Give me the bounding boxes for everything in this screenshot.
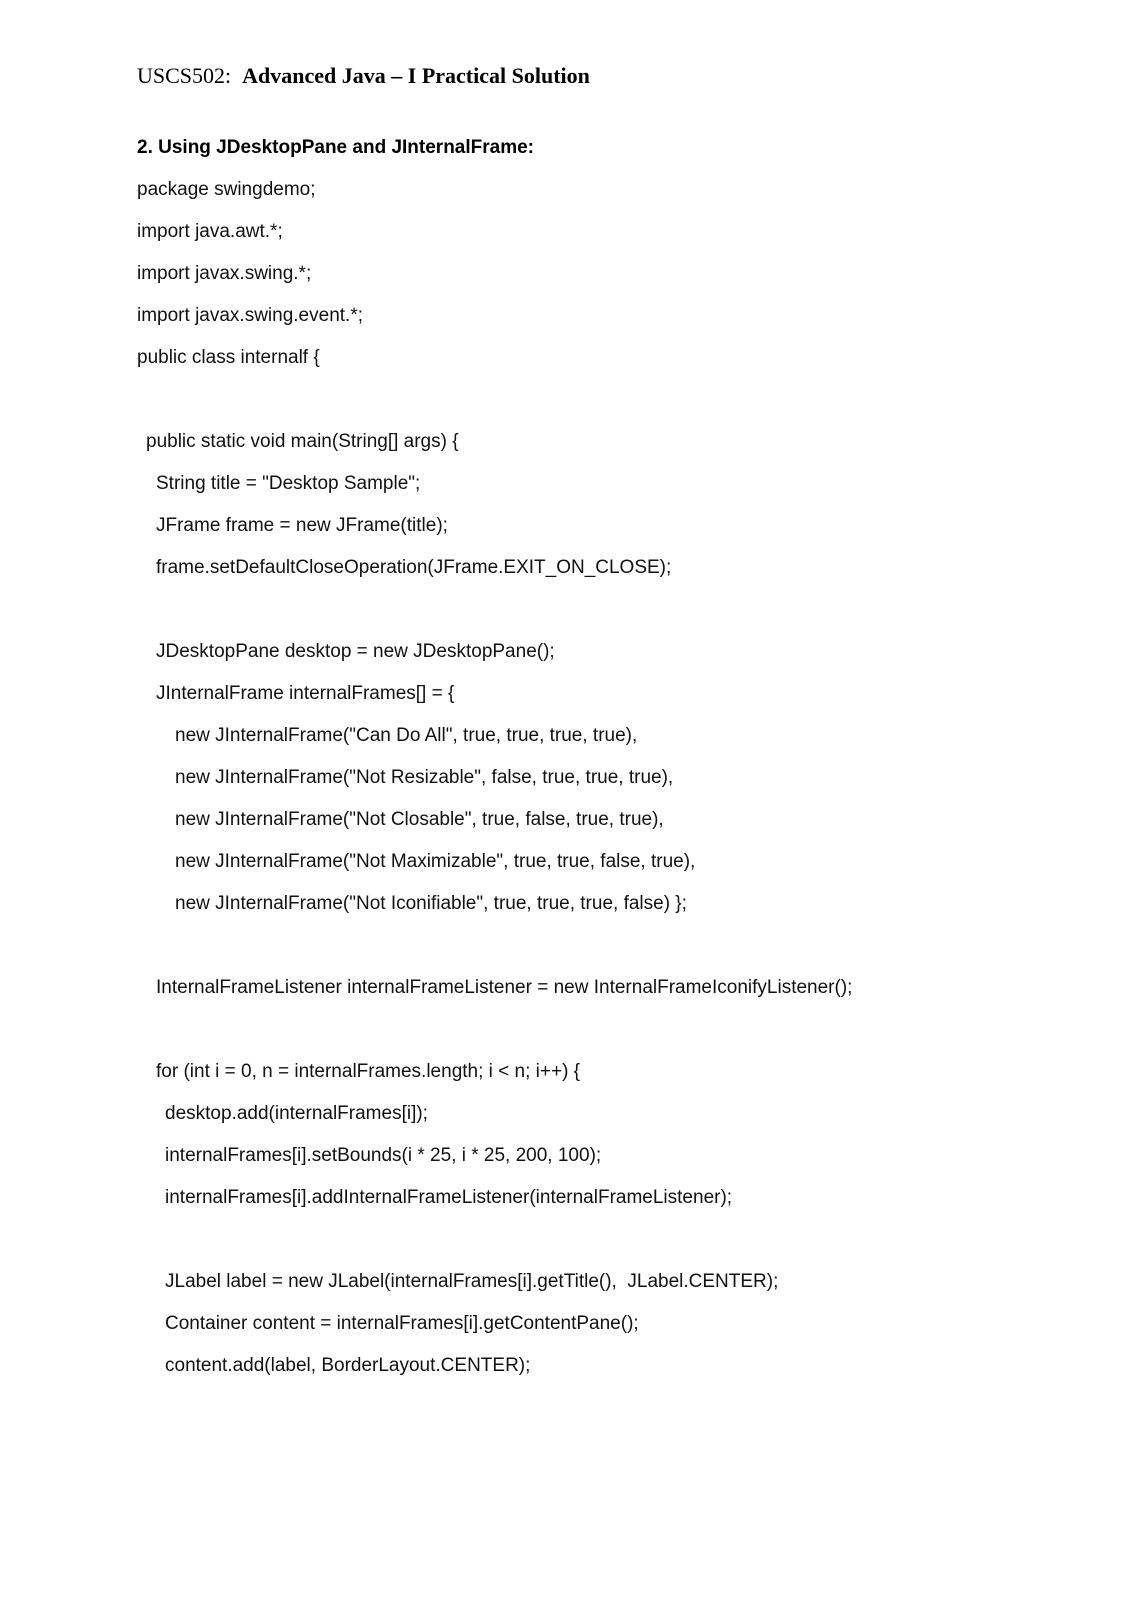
code-line: content.add(label, BorderLayout.CENTER); bbox=[165, 1355, 531, 1376]
code-line: desktop.add(internalFrames[i]); bbox=[165, 1103, 428, 1124]
code-line: JLabel label = new JLabel(internalFrames[i].getTitle(), JLabel.CENTER); bbox=[165, 1271, 779, 1292]
page-header bbox=[137, 63, 590, 89]
code-line: for (int i = 0, n = internalFrames.length; i < n; i++) { bbox=[156, 1061, 581, 1082]
code-line: String title = "Desktop Sample"; bbox=[156, 473, 421, 494]
section-heading: 2. Using JDesktopPane and JInternalFrame: bbox=[137, 137, 535, 158]
course-code: USCS502: bbox=[137, 63, 232, 88]
code-line: internalFrames[i].setBounds(i * 25, i * 25, 200, 100); bbox=[165, 1145, 602, 1166]
code-line: new JInternalFrame("Not Closable", true, false, true, true), bbox=[175, 809, 664, 830]
code-line: frame.setDefaultCloseOperation(JFrame.EXIT_ON_CLOSE); bbox=[156, 557, 672, 578]
code-line: public class internalf { bbox=[137, 347, 320, 368]
code-line: new JInternalFrame("Not Resizable", false, true, true, true), bbox=[175, 767, 674, 788]
code-line: JInternalFrame internalFrames[] = { bbox=[156, 683, 455, 704]
code-line: new JInternalFrame("Can Do All", true, true, true, true), bbox=[175, 725, 638, 746]
code-line: new JInternalFrame("Not Maximizable", true, true, false, true), bbox=[175, 851, 696, 872]
code-line: package swingdemo; bbox=[137, 179, 316, 200]
code-line: import java.awt.*; bbox=[137, 221, 283, 242]
code-line: import javax.swing.*; bbox=[137, 263, 312, 284]
code-line: JDesktopPane desktop = new JDesktopPane(); bbox=[156, 641, 555, 662]
code-line: Container content = internalFrames[i].getContentPane(); bbox=[165, 1313, 639, 1334]
code-line: new JInternalFrame("Not Iconifiable", true, true, true, false) }; bbox=[175, 893, 687, 914]
code-line: JFrame frame = new JFrame(title); bbox=[156, 515, 448, 536]
code-line: public static void main(String[] args) { bbox=[146, 431, 459, 452]
code-line: internalFrames[i].addInternalFrameListener(internalFrameListener); bbox=[165, 1187, 733, 1208]
code-line: import javax.swing.event.*; bbox=[137, 305, 363, 326]
code-line: InternalFrameListener internalFrameListener = new InternalFrameIconifyListener(); bbox=[156, 977, 853, 998]
course-title: Advanced Java – I Practical Solution bbox=[242, 63, 590, 88]
